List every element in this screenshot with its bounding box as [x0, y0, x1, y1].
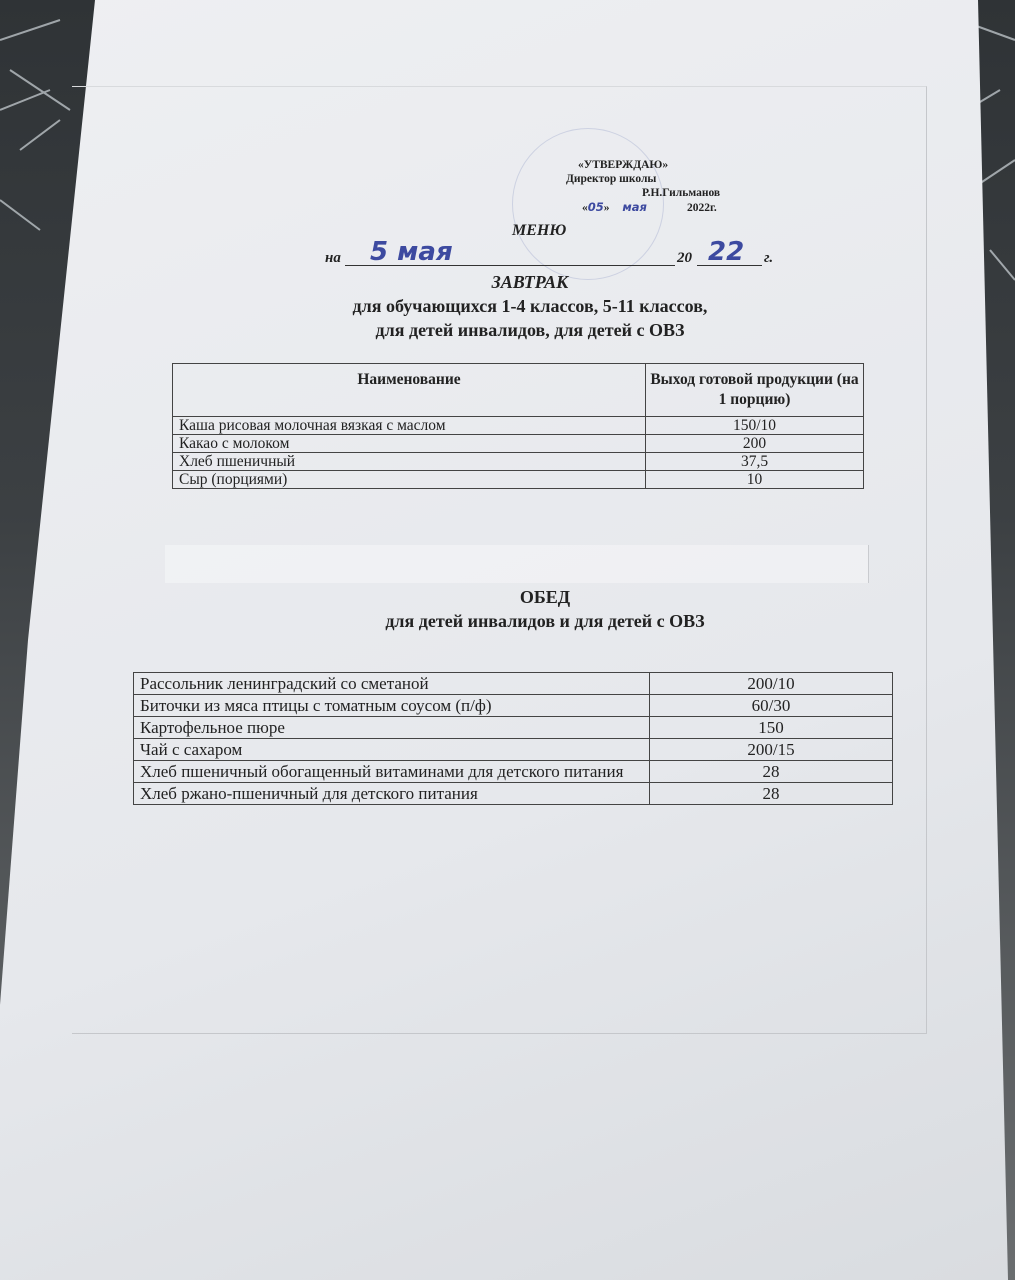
- dish-yield: 150/10: [646, 417, 864, 435]
- dish-name: Биточки из мяса птицы с томатным соусом (п/ф): [134, 695, 650, 717]
- menu-title: МЕНЮ: [512, 222, 567, 239]
- lunch-heading: [265, 585, 825, 633]
- table-row: [134, 717, 893, 739]
- table-header-row: [173, 364, 864, 417]
- breakfast-subtitle-2: для детей инвалидов, для детей с ОВЗ: [375, 320, 685, 340]
- breakfast-heading: [250, 270, 810, 342]
- approval-line3: Р.Н.Гильманов: [642, 187, 721, 199]
- dish-name: Хлеб пшеничный обогащенный витаминами для детского питания: [134, 761, 650, 783]
- dish-name: Картофельное пюре: [134, 717, 650, 739]
- dish-yield: 28: [650, 761, 893, 783]
- approval-line2: Директор школы: [566, 173, 657, 185]
- approval-block: «УТВЕРЖДАЮ» Директор школы Р.Н.Гильманов «05» мая 2022г.: [560, 158, 720, 215]
- table-row: [173, 453, 864, 471]
- dish-name: Хлеб ржано-пшеничный для детского питания: [134, 783, 650, 805]
- table-row: [134, 761, 893, 783]
- dish-name: Сыр (порциями): [173, 471, 646, 489]
- dish-name: Чай с сахаром: [134, 739, 650, 761]
- dish-yield: 28: [650, 783, 893, 805]
- column-header-name: Наименование: [173, 364, 646, 417]
- dish-yield: 200: [646, 435, 864, 453]
- table-row: [173, 471, 864, 489]
- dish-name: Рассольник ленинградский со сметаной: [134, 673, 650, 695]
- year-prefix: 20: [677, 250, 692, 266]
- approval-month: мая: [622, 200, 647, 214]
- dish-name: Какао с молоком: [173, 435, 646, 453]
- breakfast-table: [172, 363, 864, 489]
- dish-yield: 150: [650, 717, 893, 739]
- column-header-yield: Выход готовой продукции (на 1 порцию): [646, 364, 864, 417]
- table-row: [134, 739, 893, 761]
- dish-yield: 10: [646, 471, 864, 489]
- handwritten-date: 5 мая: [370, 237, 453, 267]
- dish-yield: 60/30: [650, 695, 893, 717]
- dish-yield: 200/10: [650, 673, 893, 695]
- date-prefix: на: [325, 250, 341, 266]
- dish-yield: 37,5: [646, 453, 864, 471]
- approval-line1: «УТВЕРЖДАЮ»: [578, 159, 669, 171]
- table-row: [134, 695, 893, 717]
- dish-name: Хлеб пшеничный: [173, 453, 646, 471]
- breakfast-subtitle-1: для обучающихся 1-4 классов, 5-11 классов,: [352, 296, 708, 316]
- paste-edge: [165, 545, 869, 583]
- menu-date-line: [325, 237, 795, 267]
- handwritten-year: 22: [708, 237, 745, 267]
- dish-name: Каша рисовая молочная вязкая с маслом: [173, 417, 646, 435]
- breakfast-title: ЗАВТРАК: [491, 272, 569, 292]
- lunch-table: [133, 672, 893, 805]
- table-row: [173, 417, 864, 435]
- lunch-title: ОБЕД: [519, 587, 571, 607]
- table-row: [134, 673, 893, 695]
- lunch-subtitle: для детей инвалидов и для детей с ОВЗ: [385, 611, 705, 631]
- table-row: [134, 783, 893, 805]
- approval-year: 2022г.: [686, 202, 717, 214]
- table-row: [173, 435, 864, 453]
- approval-day: 05: [587, 200, 604, 214]
- year-suffix: г.: [764, 250, 774, 266]
- dish-yield: 200/15: [650, 739, 893, 761]
